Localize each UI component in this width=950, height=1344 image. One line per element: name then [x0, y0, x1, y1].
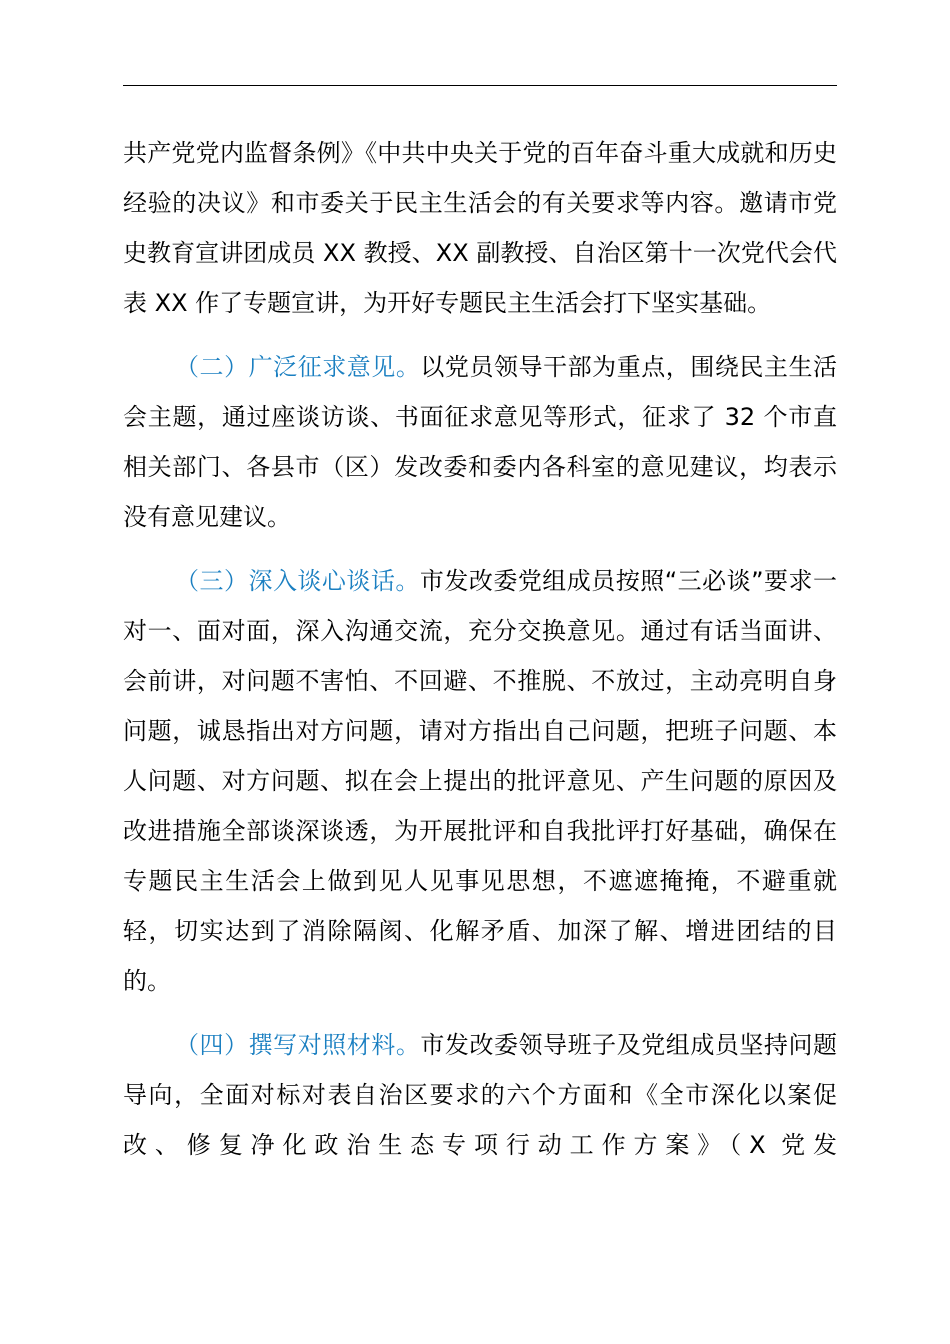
paragraph-heart-to-heart-talks — [123, 556, 837, 1006]
paragraph-comparison-materials — [123, 1020, 837, 1170]
paragraph-2-text: 以党员领导干部为重点，围绕民主生活会主题，通过座谈访谈、书面征求意见等形式，征求了 32 个市直相关部门、各县市（区）发改委和委内各科室的意见建议，均表示没有意见建议。 — [123, 353, 838, 531]
paragraph-4-text: 市发改委领导班子及党组成员坚持问题导向，全面对标对表自治区要求的六个方面和《全市深化以案促改、修复净化政治生态专项行动工作方案》（X 党发 — [123, 1031, 838, 1159]
document-body — [123, 128, 837, 1170]
section-heading-4: （四）撰写对照材料。 — [175, 1031, 421, 1059]
header-rule — [123, 85, 837, 86]
paragraph-continued — [123, 128, 837, 328]
paragraph-solicit-opinions — [123, 342, 837, 542]
section-heading-3: （三）深入谈心谈话。 — [175, 567, 420, 595]
paragraph-3-text: 市发改委党组成员按照“三必谈”要求一对一、面对面，深入沟通交流，充分交换意见。通过有话当面讲、会前讲，对问题不害怕、不回避、不推脱、不放过，主动亮明自身问题，诚恳指出对方问题，请对方指出自己问题，把班子问题、本人问题、对方问题、拟在会上提出的批评意见、产生问题的原因及改进措施全部谈深谈透，为开展批评和自我批评打好基础，确保在专题民主生活会上做到见人见事见思想，不遮遮掩掩，不避重就轻，切实达到了消除隔阂、化解矛盾、加深了解、增进团结的目的。 — [123, 567, 838, 995]
section-heading-2: （二）广泛征求意见。 — [175, 353, 421, 381]
paragraph-1-text: 共产党党内监督条例》《中共中央关于党的百年奋斗重大成就和历史经验的决议》和市委关于民主生活会的有关要求等内容。邀请市党史教育宣讲团成员 XX 教授、XX 副教授、自治区第十一次党代会代表 XX 作了专题宣讲，为开好专题民主生活会打下坚实基础。 — [123, 139, 837, 317]
